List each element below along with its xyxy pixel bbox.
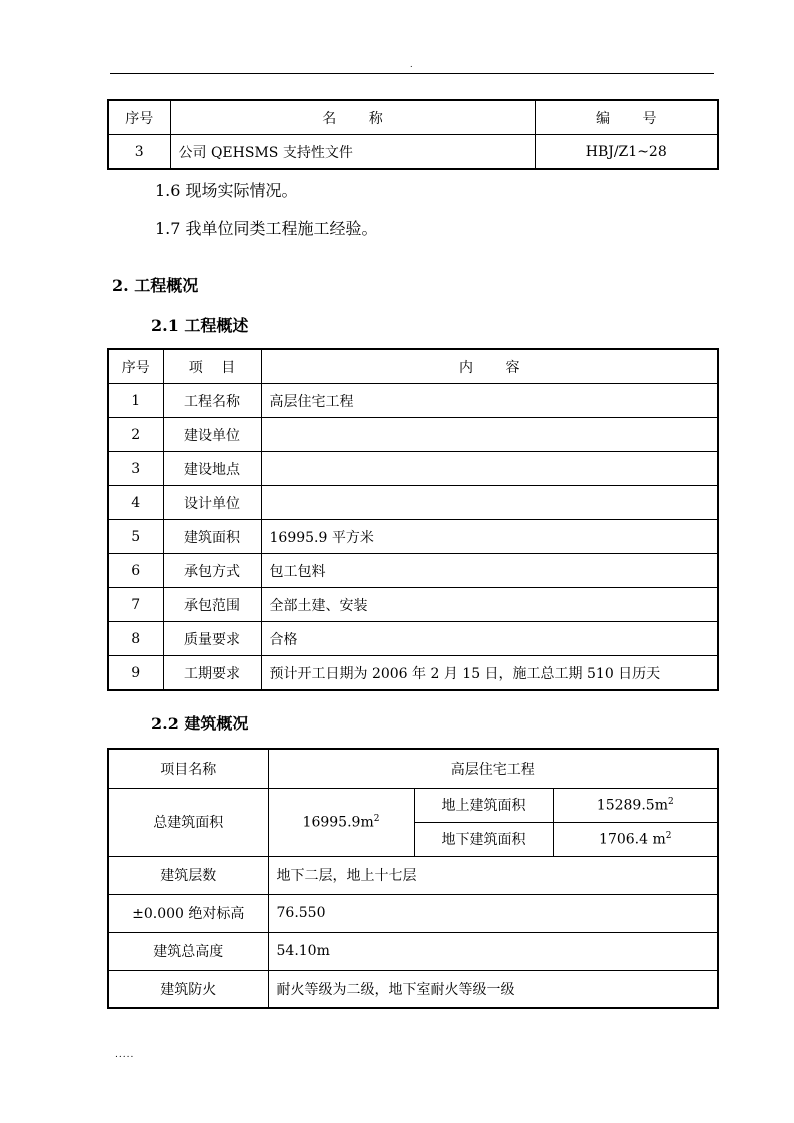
height-label: 建筑总高度 [108, 932, 268, 970]
table-row [108, 520, 718, 554]
project-overview-table [107, 348, 719, 691]
floors-label: 建筑层数 [108, 856, 268, 894]
table-row [108, 486, 718, 520]
documents-table [107, 99, 719, 170]
row-item: 工程名称 [163, 384, 261, 418]
row-index: 3 [108, 452, 163, 486]
unit-superscript: 2 [665, 830, 672, 841]
table-row [108, 588, 718, 622]
table-row [108, 384, 718, 418]
row-index: 9 [108, 656, 163, 691]
row-content: 16995.9 平方米 [261, 520, 718, 554]
height-value: 54.10m [268, 932, 718, 970]
floors-value: 地下二层，地上十七层 [268, 856, 718, 894]
col-header-index: 序号 [108, 100, 170, 135]
above-area-value: 15289.5m [596, 797, 668, 814]
table-row [108, 894, 718, 932]
table-row [108, 554, 718, 588]
row-item: 建筑面积 [163, 520, 261, 554]
row-index: 7 [108, 588, 163, 622]
row-content [261, 418, 718, 452]
unit-superscript: 2 [373, 813, 380, 824]
table-row [108, 788, 718, 822]
section-2-1-title: 2.1 工程概述 [151, 316, 249, 335]
row-item: 工期要求 [163, 656, 261, 691]
row-item: 设计单位 [163, 486, 261, 520]
row-index: 4 [108, 486, 163, 520]
row-index: 5 [108, 520, 163, 554]
row-content [261, 452, 718, 486]
section-2-title: 2. 工程概况 [112, 276, 199, 295]
row-content: 高层住宅工程 [261, 384, 718, 418]
section-2-2-title: 2.2 建筑概况 [151, 714, 249, 733]
below-area-cell [553, 822, 718, 856]
item-1-6: 1.6 现场实际情况。 [155, 181, 298, 200]
row-index: 8 [108, 622, 163, 656]
row-item: 承包方式 [163, 554, 261, 588]
table-row [108, 932, 718, 970]
footer-dots: ..... [115, 1050, 135, 1060]
table-row [108, 418, 718, 452]
elevation-label: ±0.000 绝对标高 [108, 894, 268, 932]
table-header-row [108, 100, 718, 135]
fire-value: 耐火等级为二级，地下室耐火等级一级 [268, 970, 718, 1008]
table-row [108, 856, 718, 894]
row-content: 全部土建、安装 [261, 588, 718, 622]
header-rule [110, 73, 714, 74]
row-index: 1 [108, 384, 163, 418]
below-area-label: 地下建筑面积 [414, 822, 553, 856]
row-index: 3 [108, 135, 170, 170]
elevation-value: 76.550 [268, 894, 718, 932]
row-code: HBJ/Z1~28 [535, 135, 718, 170]
col-header-content: 内 容 [261, 349, 718, 384]
row-content [261, 486, 718, 520]
row-item: 质量要求 [163, 622, 261, 656]
table-row [108, 452, 718, 486]
row-name: 公司 QEHSMS 支持性文件 [170, 135, 535, 170]
row-index: 2 [108, 418, 163, 452]
below-area-value: 1706.4 m [599, 831, 666, 848]
row-content: 包工包料 [261, 554, 718, 588]
col-header-code: 编 号 [535, 100, 718, 135]
total-area-value: 16995.9m [302, 814, 374, 831]
total-area-label: 总建筑面积 [108, 788, 268, 856]
building-overview-table [107, 748, 719, 1009]
row-content: 合格 [261, 622, 718, 656]
row-content: 预计开工日期为 2006 年 2 月 15 日，施工总工期 510 日历天 [261, 656, 718, 691]
table-header-row [108, 349, 718, 384]
header-dot: . [410, 60, 413, 69]
table-row [108, 135, 718, 170]
project-name-value: 高层住宅工程 [268, 749, 718, 788]
row-item: 建设地点 [163, 452, 261, 486]
total-area-cell [268, 788, 414, 856]
table-row [108, 622, 718, 656]
row-item: 建设单位 [163, 418, 261, 452]
table-row [108, 749, 718, 788]
fire-label: 建筑防火 [108, 970, 268, 1008]
col-header-name: 名 称 [170, 100, 535, 135]
table-row [108, 656, 718, 691]
table-row [108, 970, 718, 1008]
project-name-label: 项目名称 [108, 749, 268, 788]
item-1-7: 1.7 我单位同类工程施工经验。 [155, 219, 378, 238]
row-item: 承包范围 [163, 588, 261, 622]
row-index: 6 [108, 554, 163, 588]
unit-superscript: 2 [667, 796, 674, 807]
above-area-label: 地上建筑面积 [414, 788, 553, 822]
above-area-cell [553, 788, 718, 822]
col-header-item: 项 目 [163, 349, 261, 384]
col-header-index: 序号 [108, 349, 163, 384]
